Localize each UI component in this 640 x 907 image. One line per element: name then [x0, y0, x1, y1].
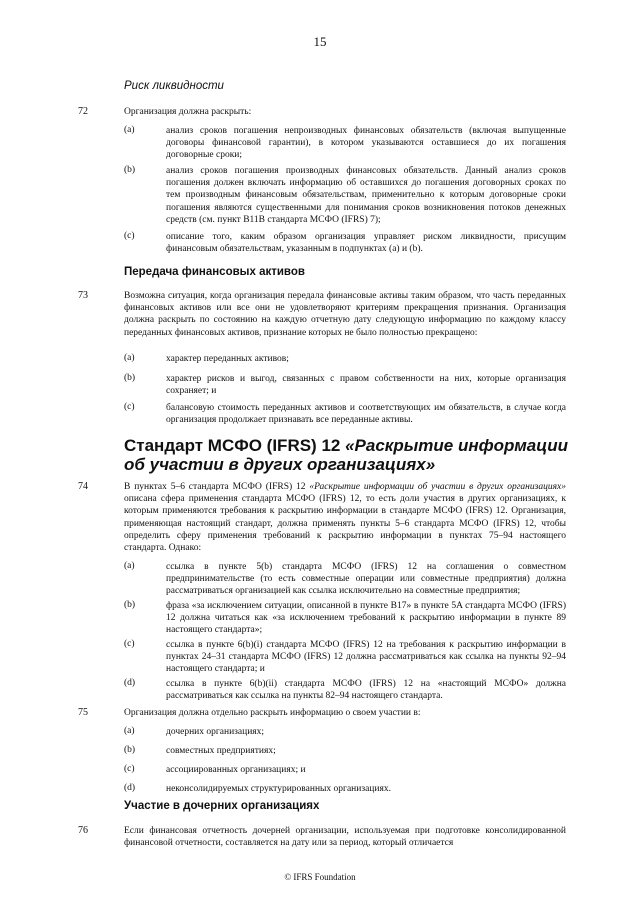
paragraph-text: Организация должна раскрыть:	[124, 107, 252, 117]
item-label: (c)	[124, 231, 135, 241]
paragraph-text: Если финансовая отчетность дочерней организации, используемая при подготовке консолидированной финансовой отчетности, составляется на дату или за период, который отличается	[124, 826, 566, 849]
paragraph-number: 75	[78, 707, 88, 718]
item-text: анализ сроков погашения непроизводных финансовых обязательств (включая выпущенные договоры финансовой гарантии), в котором указываются оставшиеся до их погашения договорные сроки;	[166, 126, 566, 161]
item-text: характер рисков и выгод, связанных с правом собственности на них, которые организация сохраняет; и	[166, 374, 566, 397]
footer-copyright: © IFRS Foundation	[284, 872, 356, 882]
paragraph-number: 76	[78, 825, 88, 836]
paragraph-text: Возможна ситуация, когда организация передала финансовые активы таким образом, что часть переданных финансовых активов или все они не удовлетворяют критериям прекращения признания. Организация должна раскрыть по состоянию на каждую отчетную дату следующую информацию по каждому классу переданных финансовых активов, признание которых не было полностью прекращено:	[124, 291, 566, 338]
item-text: совместных предприятиях;	[166, 746, 276, 756]
page-number: 15	[313, 34, 327, 49]
text-run: описана сфера применения стандарта МСФО (IFRS) 12, то есть доли участия в других организациях, к которым применяются требования к раскрытию информации в стандарте МСФО (IFRS) 12. Организация, применяющая настоящий стандарт, должна применять пункты 5–6 стандарта МСФО (IFRS) 12, чтобы определить сферу применения требований к раскрытию информации в пунктах 75–94 настоящего стандарта. Однако:	[124, 494, 566, 554]
item-text: балансовую стоимость переданных активов и соответствующих им обязательств, в случае когда организация продолжает признавать все переданные активы.	[166, 403, 566, 426]
heading-plain: Стандарт МСФО (IFRS) 12	[124, 436, 346, 455]
item-text: фраза «за исключением ситуации, описанной в пункте B17» в пункте 5A стандарта МСФО (IFRS) 12 должна читаться как «за исключением требований к раскрытию информации в пункте 89 настоящего стандарта»;	[166, 601, 566, 636]
paragraph-text	[124, 481, 566, 554]
section-heading-subsidiaries: Участие в дочерних организациях	[124, 800, 320, 812]
paragraph-number: 74	[78, 481, 88, 492]
item-label: (d)	[124, 678, 136, 688]
item-label: (a)	[124, 726, 135, 736]
item-text: неконсолидируемых структурированных организациях.	[166, 784, 391, 794]
item-label: (c)	[124, 764, 135, 774]
text-run: В пунктах 5–6 стандарта МСФО (IFRS) 12	[124, 482, 310, 492]
section-heading-ifrs12	[124, 436, 574, 474]
item-label: (b)	[124, 600, 136, 610]
item-text: ссылка в пункте 6(b)(ii) стандарта МСФО (IFRS) 12 на «настоящий МСФО» должна рассматриваться как ссылка на пункты 82–94 настоящего стандарта.	[166, 679, 566, 702]
item-label: (c)	[124, 639, 135, 649]
item-label: (a)	[124, 561, 135, 571]
paragraph-text: Организация должна отдельно раскрыть информацию о своем участии в:	[124, 708, 421, 718]
section-heading-liquidity: Риск ликвидности	[124, 80, 224, 92]
paragraph-number: 73	[78, 290, 88, 301]
item-label: (b)	[124, 165, 136, 175]
item-label: (b)	[124, 373, 136, 383]
item-text: анализ сроков погашения производных финансовых обязательств. Данный анализ сроков погашения должен включать информацию об оставшихся до погашения договорных сроках по тем производным финансовым обязательствам, применительно к которым договорные сроки погашения являются существенными для понимания сроков возникновения потоков денежных средств (см. пункт B11B стандарта МСФО (IFRS) 7);	[166, 166, 566, 225]
section-heading-transfer: Передача финансовых активов	[124, 266, 305, 278]
standard-title: «Раскрытие информации об участии в других организациях»	[309, 482, 566, 492]
item-text: ссылка в пункте 6(b)(i) стандарта МСФО (IFRS) 12 на требования к раскрытию информации в пунктах 24–31 стандарта МСФО (IFRS) 12 должна рассматриваться как ссылка на пункты 92–94 настоящего стандарта; и	[166, 640, 566, 675]
item-text: ссылка в пункте 5(b) стандарта МСФО (IFRS) 12 на соглашения о совместном предпринимательстве (то есть совместные операции или совместные предприятия) должна рассматриваться организацией как ссылка исключительно на совместные предприятия;	[166, 562, 566, 597]
item-label: (a)	[124, 125, 135, 135]
item-text: характер переданных активов;	[166, 354, 289, 364]
item-label: (d)	[124, 783, 136, 793]
item-label: (a)	[124, 353, 135, 363]
paragraph-number: 72	[78, 106, 88, 117]
item-text: описание того, каким образом организация управляет риском ликвидности, присущим финансовым обязательствам, указанным в подпунктах (a) и (b).	[166, 232, 566, 255]
item-label: (b)	[124, 745, 136, 755]
item-label: (c)	[124, 402, 135, 412]
item-text: дочерних организациях;	[166, 727, 265, 737]
item-text: ассоциированных организациях; и	[166, 765, 306, 775]
heading-italic: «Раскрытие информации об участии в других организациях»	[124, 436, 568, 474]
